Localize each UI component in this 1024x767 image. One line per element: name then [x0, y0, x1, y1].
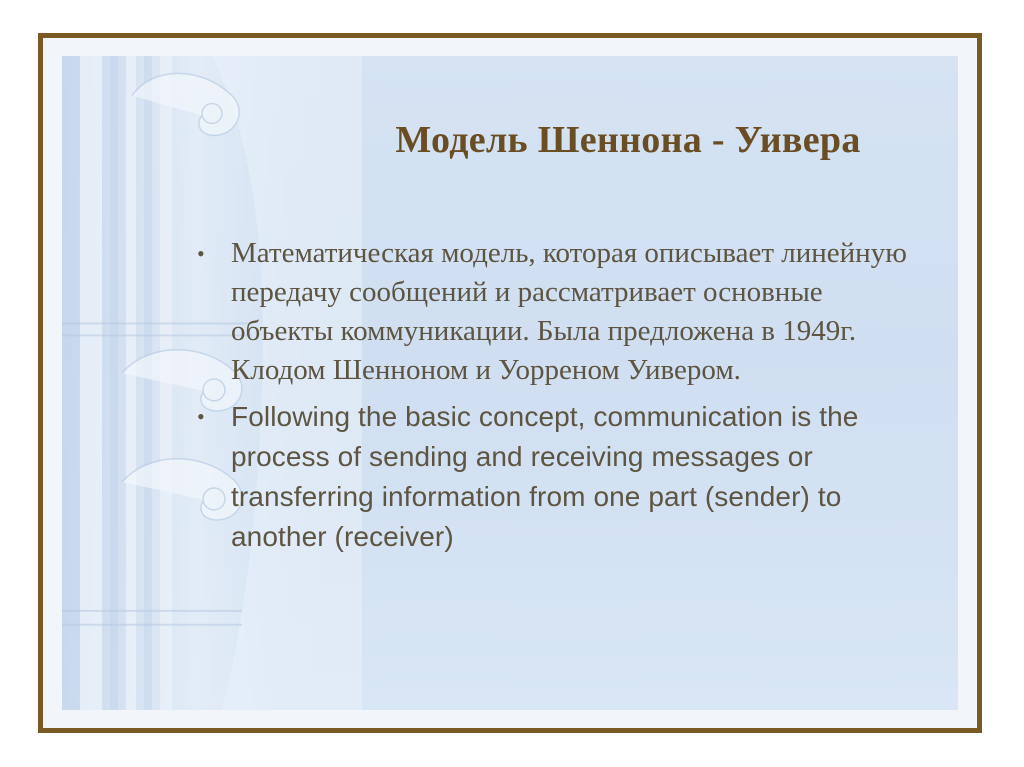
- slide-title: Модель Шеннона - Уивера: [395, 119, 861, 161]
- slide-frame: [38, 33, 982, 733]
- bullet-text: Математическая модель, которая описывает линейную передачу сообщений и рассматривает основные объекты коммуникации. Была предложена в 1949г. Клодом Шенноном и Уорреном Уивером.: [231, 237, 907, 386]
- bullet-list: [189, 234, 929, 564]
- bullet-marker: •: [197, 241, 205, 266]
- bullet-item-russian: [189, 234, 929, 390]
- slide-content-area: [62, 56, 958, 710]
- bullet-item-english: [189, 397, 929, 557]
- bullet-marker: •: [197, 404, 205, 429]
- bullet-text: Following the basic concept, communication is the process of sending and receiving messages or transferring information from one part (sender) to another (receiver): [231, 401, 859, 552]
